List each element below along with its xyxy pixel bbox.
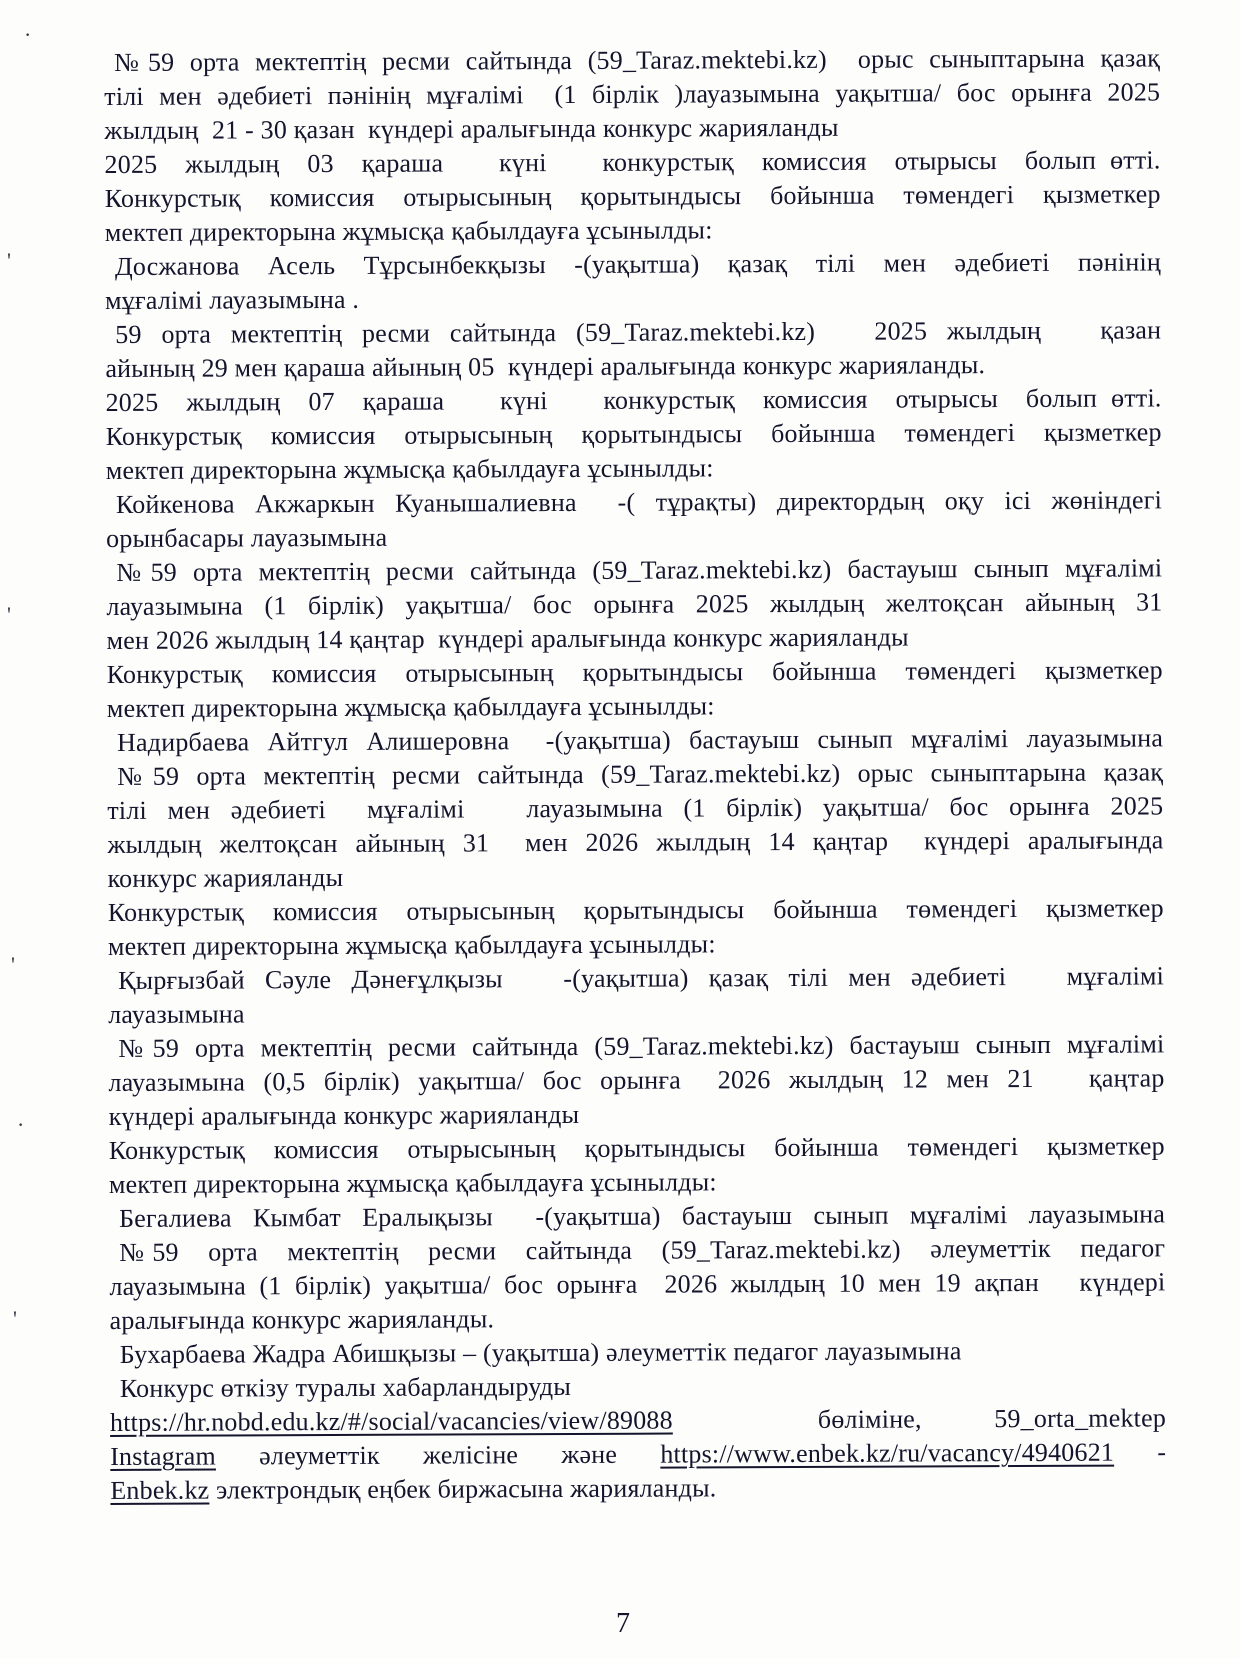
text-line	[104, 143, 1160, 182]
text-segment: электрондық еңбек биржасына жарияланды.	[209, 1473, 717, 1505]
text-segment: жылдың желтоқсан айының 31 мен 2026 жылдың 14 қаңтар күндері аралығында	[107, 825, 1164, 859]
text-line	[109, 1299, 1165, 1338]
text-segment: 59 орта мектептің ресми сайтында (59_Taraz.mektebi.kz) 2025 жылдың қазан	[115, 315, 1162, 349]
text-line	[110, 1435, 1166, 1474]
text-line	[107, 789, 1163, 828]
text-segment: Конкурстық комиссия отырысының қорытындысы бойынша төмендегі қызметкер	[105, 417, 1162, 451]
text-segment: лауазымына	[108, 999, 245, 1029]
text-segment: тілі мен әдебиеті мұғалімі лауазымына (1 бірлік) уақытша/ бос орынға 2025	[107, 791, 1164, 825]
text-line	[107, 721, 1163, 760]
text-segment: жылдың 21 - 30 қазан күндері аралығында конкурс жарияланды	[104, 112, 839, 145]
text-segment: Койкенова Акжаркын Куанышалиевна -( тұрақты) директордың оқу ісі жөніндегі	[115, 485, 1163, 519]
text-line	[106, 585, 1162, 624]
text-segment: лауазымына (1 бірлік) уақытша/ бос орынға 2025 жылдың желтоқсан айының 31	[106, 587, 1163, 621]
text-line	[106, 483, 1162, 522]
text-segment: 2025 жылдың 03 қараша күні конкурстық комиссия отырысы болып өтті.	[104, 145, 1161, 179]
text-segment: Конкурстық комиссия отырысының қорытындысы бойынша төмендегі қызметкер	[104, 179, 1161, 213]
text-line	[108, 925, 1164, 964]
text-segment: №59 орта мектептің ресми сайтында (59_Taraz.mektebi.kz) бастауыш сынып мұғалімі	[118, 1029, 1165, 1063]
text-line	[108, 993, 1164, 1032]
text-line	[109, 1231, 1165, 1270]
text-line	[105, 347, 1161, 386]
text-line	[110, 1333, 1166, 1372]
text-segment: бөліміне, 59_orta_mektep	[672, 1403, 1167, 1435]
text-line	[109, 1129, 1165, 1168]
text-segment: Конкурстық комиссия отырысының қорытындысы бойынша төмендегі қызметкер	[106, 655, 1163, 689]
underlined-url-text: Enbek.kz	[110, 1475, 210, 1505]
page-number: 7	[616, 1608, 630, 1639]
text-segment: -	[1114, 1437, 1167, 1467]
text-line	[109, 1095, 1165, 1134]
text-line	[105, 279, 1161, 318]
underlined-url-text: Instagram	[110, 1441, 216, 1471]
scan-artifact-mark: '	[13, 1306, 17, 1331]
scan-artifact-mark: '	[11, 952, 15, 977]
text-line	[107, 619, 1163, 658]
text-segment: мектеп директорына жұмысқа қабылдауға ұсынылды:	[108, 1167, 717, 1199]
text-line	[109, 1265, 1165, 1304]
text-segment: мектеп директорына жұмысқа қабылдауға ұсынылды:	[104, 215, 713, 247]
text-segment: Бухарбаева Жадра Абишқызы – (уақытша) әлеуметтік педагог лауазымына	[119, 1336, 962, 1369]
text-line	[110, 1469, 1166, 1508]
text-segment: лауазымына (0,5 бірлік) уақытша/ бос орынға 2026 жылдың 12 мен 21 қаңтар	[108, 1063, 1165, 1097]
text-line	[110, 1401, 1166, 1440]
text-line	[110, 1367, 1166, 1406]
text-segment: Досжанова Асель Тұрсынбекқызы -(уақытша) қазақ тілі мен әдебиеті пәнінің	[114, 247, 1162, 281]
text-line	[108, 1061, 1164, 1100]
text-line	[104, 75, 1160, 114]
text-line	[107, 653, 1163, 692]
text-line	[105, 381, 1161, 420]
text-segment: лауазымына (1 бірлік) уақытша/ бос орынға 2026 жылдың 10 мен 19 ақпан күндері	[109, 1267, 1166, 1301]
text-segment: тілі мен әдебиеті пәнінің мұғалімі (1 бірлік )лауазымына уақытша/ бос орынға 2025	[104, 77, 1161, 111]
text-segment: күндері аралығында конкурс жарияланды	[108, 1099, 580, 1131]
text-line	[109, 1197, 1165, 1236]
text-line	[106, 517, 1162, 556]
text-segment: Конкурстық комиссия отырысының қорытындысы бойынша төмендегі қызметкер	[108, 1131, 1165, 1165]
text-segment: мен 2026 жылдың 14 қаңтар күндері аралығында конкурс жарияланды	[106, 622, 909, 655]
text-line	[108, 959, 1164, 998]
text-segment: Надирбаева Айтгул Алишеровна -(уақытша) бастауыш сынып мұғалімі лауазымына	[116, 723, 1164, 757]
text-line	[105, 245, 1161, 284]
text-line	[106, 449, 1162, 488]
scan-artifact-mark: '	[7, 602, 11, 627]
scan-artifact-mark: ·	[24, 22, 32, 47]
text-line	[108, 857, 1164, 896]
text-line	[105, 177, 1161, 216]
text-line	[104, 109, 1160, 148]
text-segment: Қырғызбай Сәуле Дәнеғұлқызы -(уақытша) қазақ тілі мен әдебиеті мұғалімі	[118, 961, 1165, 995]
text-line	[107, 823, 1163, 862]
text-line	[109, 1163, 1165, 1202]
text-segment: айының 29 мен қараша айының 05 күндері аралығында конкурс жарияланды.	[105, 350, 986, 383]
text-line	[107, 687, 1163, 726]
text-line	[107, 755, 1163, 794]
text-segment: №59 орта мектептің ресми сайтында (59_Taraz.mektebi.kz) орыс сыныптарына қазақ	[114, 43, 1161, 77]
text-segment: Конкурстық комиссия отырысының қорытындысы бойынша төмендегі қызметкер	[107, 893, 1164, 927]
text-segment: Конкурс өткізу туралы хабарландыруды	[119, 1371, 572, 1403]
text-line	[105, 313, 1161, 352]
text-segment: мектеп директорына жұмысқа қабылдауға ұсынылды:	[107, 929, 716, 961]
text-segment: №59 орта мектептің ресми сайтында (59_Taraz.mektebi.kz) орыс сыныптарына қазақ	[117, 757, 1164, 791]
text-line	[108, 1027, 1164, 1066]
text-segment: №59 орта мектептің ресми сайтында (59_Taraz.mektebi.kz) әлеуметтік педагог	[119, 1233, 1166, 1267]
underlined-url-text: https://www.enbek.kz/ru/vacancy/4940621	[660, 1437, 1115, 1469]
text-segment: мұғалімі лауазымына .	[105, 284, 360, 315]
text-segment: №59 орта мектептің ресми сайтында (59_Taraz.mektebi.kz) бастауыш сынып мұғалімі	[116, 553, 1163, 587]
text-line	[104, 41, 1160, 80]
text-line	[106, 551, 1162, 590]
document-lines	[104, 41, 1166, 1508]
scan-artifact-mark: ·	[17, 1112, 25, 1137]
text-line	[108, 891, 1164, 930]
text-segment: аралығында конкурс жарияланды.	[109, 1304, 495, 1335]
text-line	[105, 211, 1161, 250]
text-segment: Бегалиева Кымбат Ералықызы -(уақытша) бастауыш сынып мұғалімі лауазымына	[119, 1199, 1166, 1233]
text-segment: мектеп директорына жұмысқа қабылдауға ұсынылды:	[106, 691, 715, 723]
text-segment: мектеп директорына жұмысқа қабылдауға ұсынылды:	[105, 453, 714, 485]
text-segment: әлеуметтік желісіне және	[215, 1439, 661, 1471]
text-segment: орынбасары лауазымына	[106, 522, 388, 553]
text-line	[106, 415, 1162, 454]
underlined-url-text: https://hr.nobd.edu.kz/#/social/vacancies/view/89088	[109, 1405, 673, 1437]
text-segment: 2025 жылдың 07 қараша күні конкурстық комиссия отырысы болып өтті.	[105, 383, 1162, 417]
text-segment: конкурс жарияланды	[107, 862, 344, 893]
scan-artifact-mark: '	[7, 248, 11, 273]
